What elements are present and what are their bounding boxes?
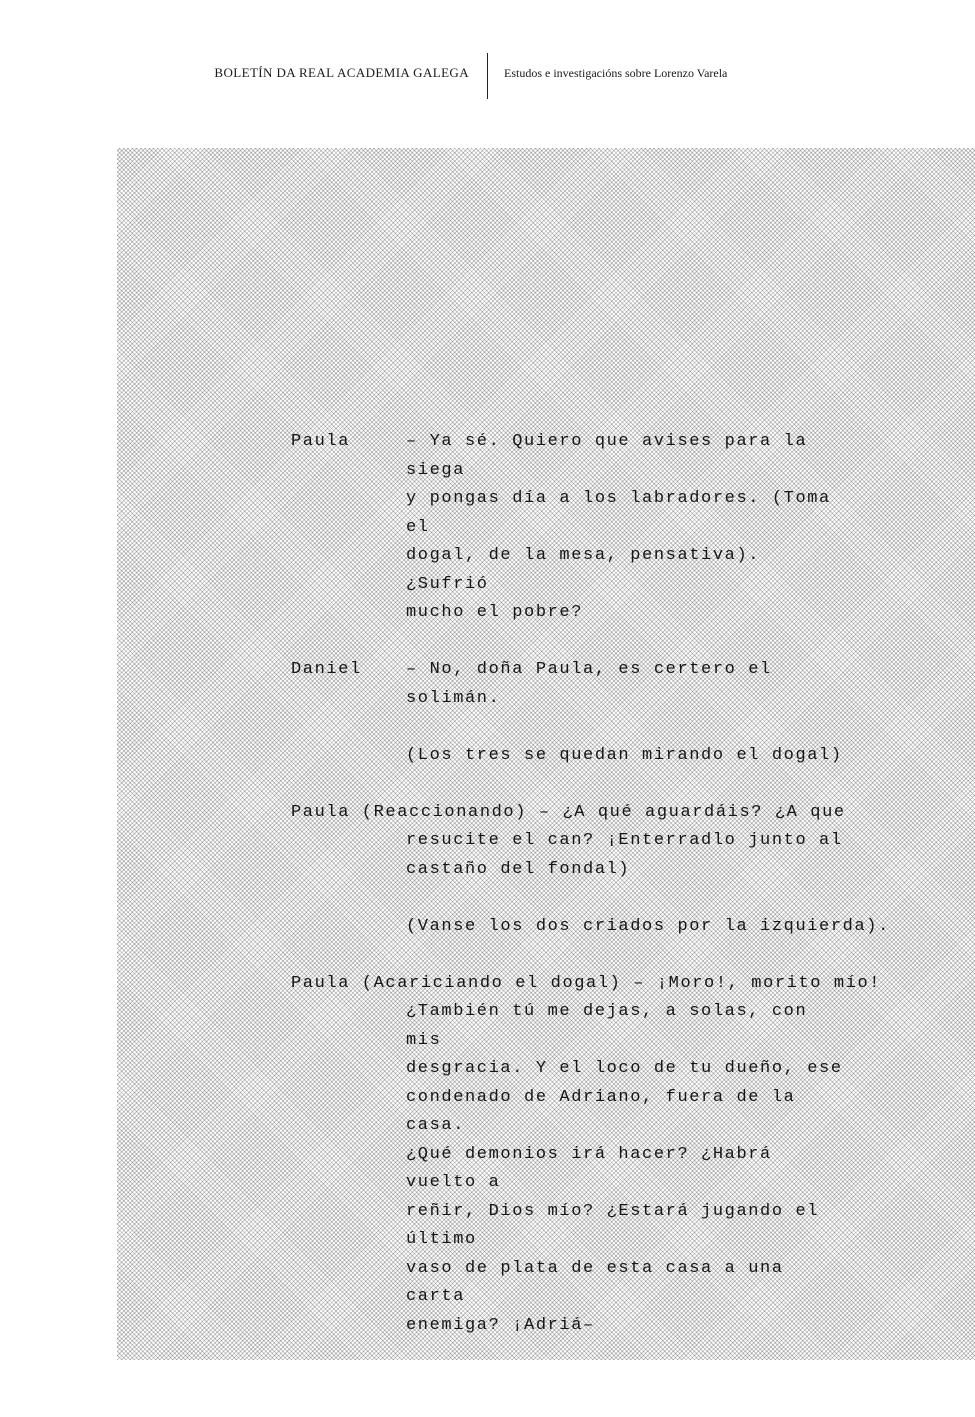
speech-text: – Ya sé. Quiero que avises para la siega y pongas día a los labradores. (Toma el dogal, de la mesa, pensativa). ¿Sufrió mucho el pobre?	[406, 432, 831, 622]
speech-continuation: resucite el can? ¡Enterradlo junto al castaño del fondal)	[406, 831, 843, 879]
section-title: Estudos e investigacións sobre Lorenzo Varela	[504, 66, 728, 80]
dialogue-entry	[291, 428, 851, 628]
journal-title: BOLETÍN DA REAL ACADEMIA GALEGA	[214, 65, 469, 80]
speech-continuation: ¿También tú me dejas, a solas, con mis desgracia. Y el loco de tu dueño, ese condenado de Adriano, fuera de la casa. ¿Qué demonios irá hacer? ¿Habrá vuelto a reñir, Dios mío? ¿Estará jugando el último vaso de plata de esta casa a una carta enemiga? ¡Adriá–	[406, 1002, 843, 1335]
running-header	[0, 0, 975, 110]
dialogue-entry	[291, 970, 882, 1341]
speech-first-line: Paula (Reaccionando) – ¿A qué aguardáis? ¿A que	[291, 802, 846, 822]
play-script	[291, 428, 890, 1369]
header-divider	[487, 53, 488, 99]
stage-direction: (Vanse los dos criados por la izquierda).	[406, 916, 890, 936]
speaker-name: Paula	[291, 432, 351, 451]
dialogue-entry	[291, 799, 851, 885]
speaker-name: Daniel	[291, 660, 362, 679]
dialogue-entry	[291, 656, 851, 713]
speech-text: – No, doña Paula, es certero el solimán.	[406, 660, 772, 708]
speech-first-line: Paula (Acariciando el dogal) – ¡Moro!, morito mío!	[291, 973, 882, 993]
stage-direction: (Los tres se quedan mirando el dogal)	[406, 745, 843, 765]
